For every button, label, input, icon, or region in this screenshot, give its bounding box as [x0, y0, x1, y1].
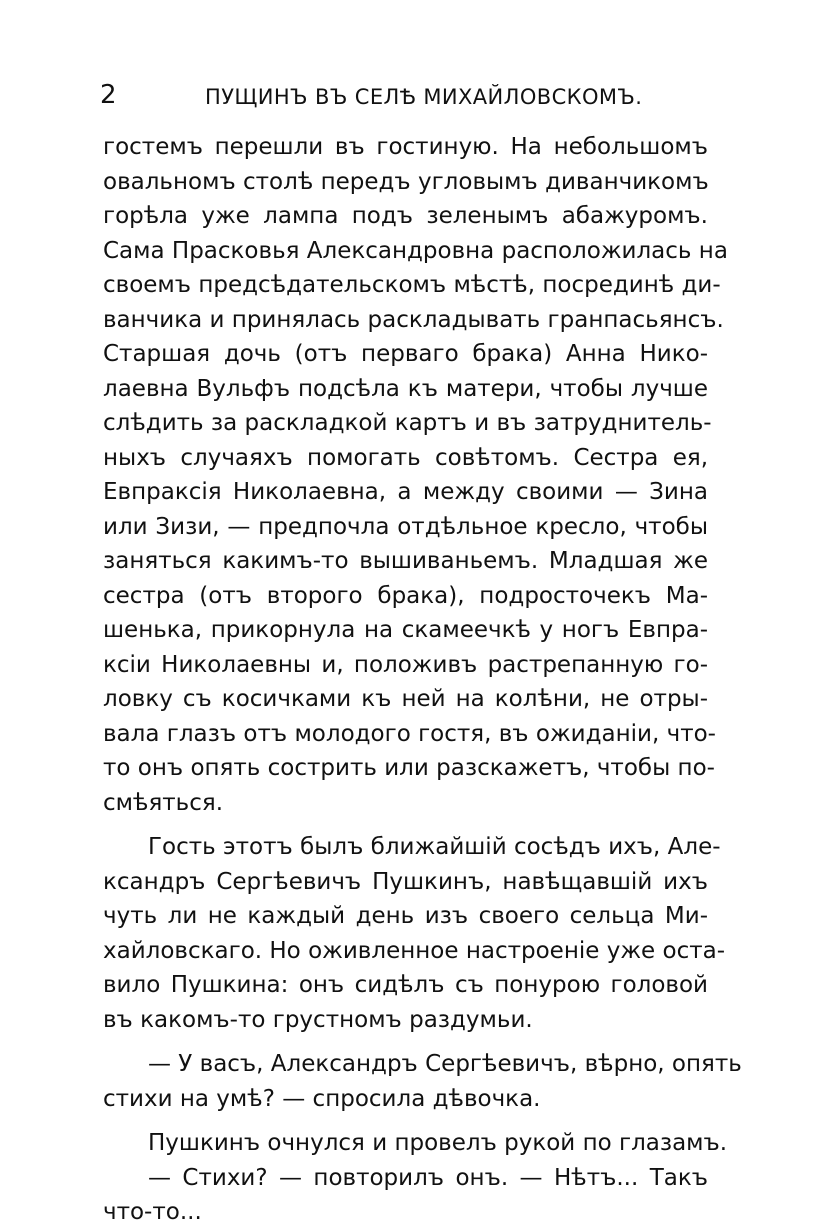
- text-line: Старшая дочь (отъ перваго брака) Анна Нико-: [103, 341, 708, 367]
- running-title: ПУЩИНЪ ВЪ СЕЛѢ МИХАЙЛОВСКОМЪ.: [205, 85, 643, 109]
- text-line: сестра (отъ второго брака), подросточекъ Ма-: [103, 582, 708, 609]
- text-line: хайловскаго. Но оживленное настроеніе уже оста-: [103, 937, 726, 964]
- text-line: горѣла уже лампа подъ зеленымъ абажуромъ.: [103, 203, 708, 229]
- text-line: своемъ предсѣдательскомъ мѣстѣ, посрединѣ ди-: [103, 272, 721, 298]
- text-line: вило Пушкина: онъ сидѣлъ съ понурою головой: [103, 972, 708, 998]
- text-line: что-то...: [103, 1199, 202, 1225]
- text-line: или Зизи, — предпочла отдѣльное кресло, чтобы: [103, 513, 708, 540]
- text-line: овальномъ столѣ передъ угловымъ диванчикомъ: [103, 168, 709, 195]
- text-line: смѣяться.: [103, 789, 224, 816]
- text-line: Пушкинъ очнулся и провелъ рукой по глазамъ.: [148, 1130, 728, 1156]
- text-line: Сама Прасковья Александровна расположилась на: [103, 237, 728, 264]
- body-text: [103, 130, 742, 1230]
- text-line: — Стихи? — повторилъ онъ. — Нѣтъ... Такъ: [148, 1164, 708, 1191]
- text-line: Евпраксія Николаевна, а между своими — Зина: [103, 479, 708, 505]
- text-line: — У васъ, Александръ Сергѣевичъ, вѣрно, опять: [148, 1051, 742, 1077]
- text-line: гостемъ перешли въ гостиную. На небольшомъ: [103, 134, 708, 160]
- text-line: ныхъ случаяхъ помогать совѣтомъ. Сестра ея,: [103, 444, 708, 471]
- text-line: заняться какимъ-то вышиваньемъ. Младшая же: [103, 548, 708, 574]
- text-line: слѣдить за раскладкой картъ и въ затруднитель-: [103, 410, 712, 436]
- text-line: стихи на умѣ? — спросила дѣвочка.: [103, 1085, 541, 1112]
- text-line: Гость этотъ былъ ближайшій сосѣдъ ихъ, Але-: [148, 834, 721, 860]
- text-line: ксандръ Сергѣевичъ Пушкинъ, навѣщавшій ихъ: [103, 868, 708, 895]
- text-line: чуть ли не каждый день изъ своего сельца Ми-: [103, 903, 708, 929]
- text-line: то онъ опять сострить или разскажетъ, чтобы по-: [103, 755, 715, 781]
- page-number: 2: [100, 80, 117, 110]
- text-line: шенька, прикорнула на скамеечкѣ у ногъ Евпра-: [103, 617, 708, 643]
- text-line: вала глазъ отъ молодого гостя, въ ожиданіи, что-: [103, 720, 716, 747]
- text-line: въ какомъ-то грустномъ раздумьи.: [103, 1006, 533, 1033]
- text-line: лаевна Вульфъ подсѣла къ матери, чтобы лучше: [103, 375, 708, 402]
- text-line: ловку съ косичками къ ней на колѣни, не отры-: [103, 686, 708, 712]
- text-line: ванчика и принялась раскладывать гранпасьянсъ.: [103, 306, 724, 333]
- text-line: ксіи Николаевны и, положивъ растрепанную го-: [103, 651, 708, 678]
